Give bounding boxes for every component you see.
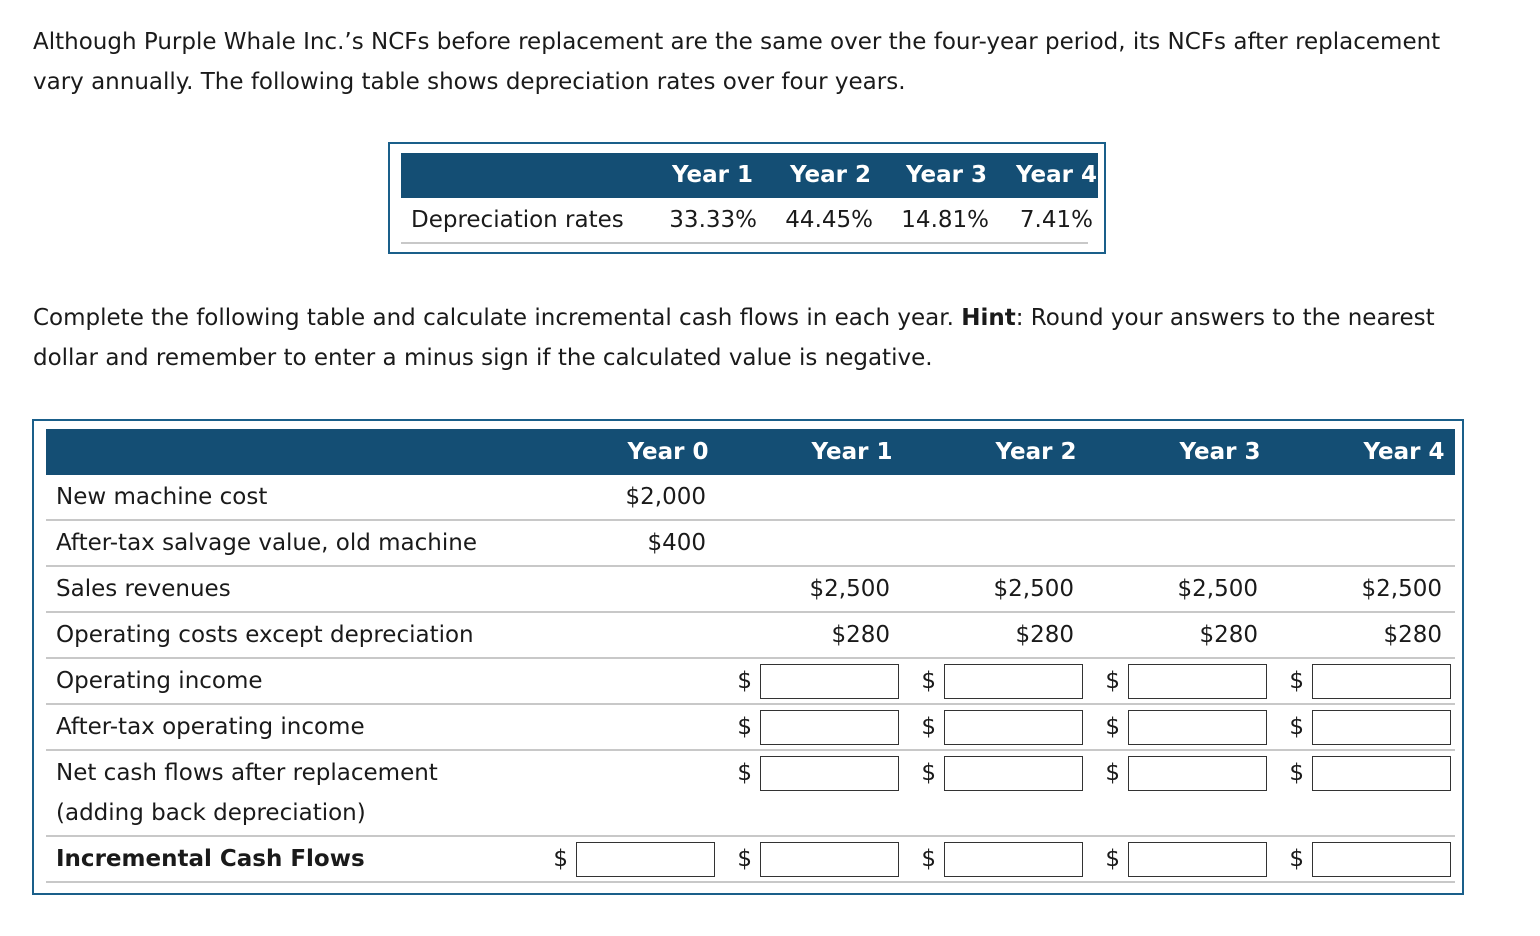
dollar-sign: $ <box>1105 668 1120 694</box>
instruction-text <box>33 298 1453 378</box>
dep-header-year3: Year 3 <box>905 162 987 188</box>
row-divider <box>46 611 1455 613</box>
row-divider <box>46 881 1455 883</box>
dep-row-label: Depreciation rates <box>411 207 624 233</box>
sales-year3: $2,500 <box>1177 576 1258 602</box>
row-label-op-income: Operating income <box>56 668 263 694</box>
row-label-incremental: Incremental Cash Flows <box>56 846 365 872</box>
row-label-salvage: After-tax salvage value, old machine <box>56 530 477 556</box>
after-tax-op-income-year3-input[interactable] <box>1128 710 1267 745</box>
dep-header-year1: Year 1 <box>671 162 753 188</box>
incremental-year3-input[interactable] <box>1128 842 1267 877</box>
dollar-sign: $ <box>1289 668 1304 694</box>
after-tax-op-income-year4-input[interactable] <box>1312 710 1451 745</box>
dollar-sign: $ <box>1289 714 1304 740</box>
row-label-new-machine-cost: New machine cost <box>56 484 268 510</box>
dollar-sign: $ <box>921 668 936 694</box>
dep-rate-year4: 7.41% <box>1019 207 1093 233</box>
row-label-ncf-after: Net cash flows after replacement <box>56 760 438 786</box>
dollar-sign: $ <box>553 846 568 872</box>
dep-header-year2: Year 2 <box>789 162 871 188</box>
after-tax-op-income-year2-input[interactable] <box>944 710 1083 745</box>
depreciation-table-header <box>401 153 1098 198</box>
dollar-sign: $ <box>1289 846 1304 872</box>
row-label-after-tax-op-income: After-tax operating income <box>56 714 365 740</box>
ncf-after-year4-input[interactable] <box>1312 756 1451 791</box>
header-year4: Year 4 <box>1363 439 1445 465</box>
dollar-sign: $ <box>921 760 936 786</box>
new-machine-cost-year0: $2,000 <box>625 484 706 510</box>
row-divider <box>46 519 1455 521</box>
row-divider <box>46 703 1455 705</box>
dollar-sign: $ <box>921 714 936 740</box>
header-year2: Year 2 <box>995 439 1077 465</box>
depreciation-table <box>388 142 1106 254</box>
op-costs-year2: $280 <box>1015 622 1074 648</box>
row-label-ncf-after-note: (adding back depreciation) <box>56 800 366 826</box>
dollar-sign: $ <box>737 714 752 740</box>
incremental-year1-input[interactable] <box>760 842 899 877</box>
row-label-op-costs: Operating costs except depreciation <box>56 622 474 648</box>
op-costs-year4: $280 <box>1383 622 1442 648</box>
op-income-year3-input[interactable] <box>1128 664 1267 699</box>
dep-rate-year3: 14.81% <box>901 207 989 233</box>
op-income-year4-input[interactable] <box>1312 664 1451 699</box>
dollar-sign: $ <box>1289 760 1304 786</box>
hint-label: Hint <box>961 305 1016 331</box>
instruction-suffix: : Round your answers to the nearest dollar and remember to enter a minus sign if the calculated value is negative. <box>33 305 1435 371</box>
dollar-sign: $ <box>737 760 752 786</box>
dollar-sign: $ <box>1105 760 1120 786</box>
cash-flow-table-header <box>46 429 1455 475</box>
ncf-after-year2-input[interactable] <box>944 756 1083 791</box>
dollar-sign: $ <box>737 668 752 694</box>
salvage-year0: $400 <box>647 530 706 556</box>
dep-rate-year1: 33.33% <box>669 207 757 233</box>
intro-text: Although Purple Whale Inc.’s NCFs before replacement are the same over the four-year period, its NCFs after replacement vary annually. The following table shows depreciation rates over four years. <box>33 29 1441 95</box>
dollar-sign: $ <box>737 846 752 872</box>
dep-header-year4: Year 4 <box>1015 162 1097 188</box>
header-year0: Year 0 <box>627 439 709 465</box>
cash-flow-table <box>32 419 1464 895</box>
op-costs-year3: $280 <box>1199 622 1258 648</box>
row-label-sales: Sales revenues <box>56 576 231 602</box>
dollar-sign: $ <box>921 846 936 872</box>
incremental-year0-input[interactable] <box>576 842 715 877</box>
dollar-sign: $ <box>1105 714 1120 740</box>
op-income-year1-input[interactable] <box>760 664 899 699</box>
header-year1: Year 1 <box>811 439 893 465</box>
sales-year4: $2,500 <box>1361 576 1442 602</box>
dep-rate-year2: 44.45% <box>785 207 873 233</box>
dollar-sign: $ <box>1105 846 1120 872</box>
sales-year2: $2,500 <box>993 576 1074 602</box>
dep-divider <box>401 242 1088 244</box>
sales-year1: $2,500 <box>809 576 890 602</box>
incremental-year4-input[interactable] <box>1312 842 1451 877</box>
header-year3: Year 3 <box>1179 439 1261 465</box>
row-divider <box>46 749 1455 751</box>
row-divider <box>46 565 1455 567</box>
op-income-year2-input[interactable] <box>944 664 1083 699</box>
incremental-year2-input[interactable] <box>944 842 1083 877</box>
row-divider <box>46 657 1455 659</box>
row-divider <box>46 835 1455 837</box>
ncf-after-year1-input[interactable] <box>760 756 899 791</box>
after-tax-op-income-year1-input[interactable] <box>760 710 899 745</box>
op-costs-year1: $280 <box>831 622 890 648</box>
ncf-after-year3-input[interactable] <box>1128 756 1267 791</box>
instruction-prefix: Complete the following table and calculate incremental cash flows in each year. <box>33 305 962 331</box>
